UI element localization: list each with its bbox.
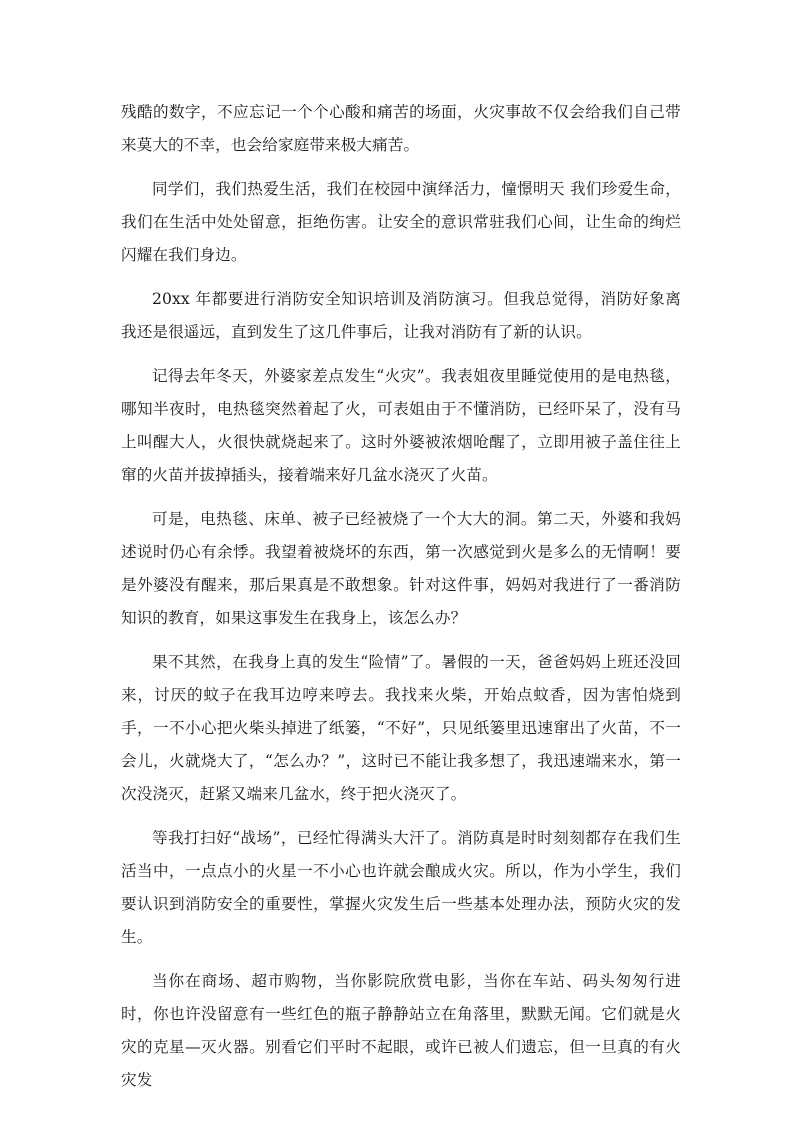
paragraph-2: 同学们，我们热爱生活，我们在校园中演绎活力，憧憬明天 我们珍爱生命，我们在生活中处处留意，拒绝伤害。让安全的意识常驻我们心间，让生命的绚烂闪耀在我们身边。 bbox=[121, 180, 681, 264]
paragraph-3: 20xx 年都要进行消防安全知识培训及消防演习。但我总觉得，消防好象离我还是很遥远，直到发生了这几件事后，让我对消防有了新的认识。 bbox=[121, 290, 681, 341]
paragraph-5: 可是，电热毯、床单、被子已经被烧了一个大大的洞。第二天，外婆和我妈述说时仍心有余悸。我望着被烧坏的东西，第一次感觉到火是多么的无情啊！要是外婆没有醒来，那后果真是不敢想象。针对这件事，妈妈对我进行了一番消防知识的教育，如果这事发生在我身上，该怎么办？ bbox=[121, 510, 681, 627]
document-body bbox=[121, 96, 681, 1108]
paragraph-7: 等我打扫好“战场”，已经忙得满头大汗了。消防真是时时刻刻都存在我们生活当中，一点点小的火星一不小心也许就会酿成火灾。所以，作为小学生，我们要认识到消防安全的重要性，掌握火灾发生后一些基本处理办法，预防火灾的发生。 bbox=[121, 829, 681, 946]
paragraph-6: 果不其然，在我身上真的发生“险情”了。暑假的一天，爸爸妈妈上班还没回来，讨厌的蚊子在我耳边哼来哼去。我找来火柴，开始点蚊香，因为害怕烧到手，一不小心把火柴头掉进了纸篓，“不好”，只见纸篓里迅速窜出了火苗，不一会儿，火就烧大了，“怎么办？”，这时已不能让我多想了，我迅速端来水，第一次没浇灭，赶紧又端来几盆水，终于把火浇灭了。 bbox=[121, 653, 681, 803]
paragraph-4: 记得去年冬天，外婆家差点发生“火灾”。我表姐夜里睡觉使用的是电热毯，哪知半夜时，电热毯突然着起了火，可表姐由于不懂消防，已经吓呆了，没有马上叫醒大人，火很快就烧起来了。这时外婆被浓烟呛醒了，立即用被子盖住往上窜的火苗并拔掉插头，接着端来好几盆水浇灭了火苗。 bbox=[121, 367, 681, 484]
paragraph-1: 残酷的数字，不应忘记一个个心酸和痛苦的场面，火灾事故不仅会给我们自己带来莫大的不幸，也会给家庭带来极大痛苦。 bbox=[121, 103, 681, 154]
paragraph-8: 当你在商场、超市购物，当你影院欣赏电影，当你在车站、码头匆匆行进时，你也许没留意有一些红色的瓶子静静站立在角落里，默默无闻。它们就是火灾的克星—灭火器。别看它们平时不起眼，或许已被人们遗忘，但一旦真的有火灾发 bbox=[121, 972, 681, 1089]
